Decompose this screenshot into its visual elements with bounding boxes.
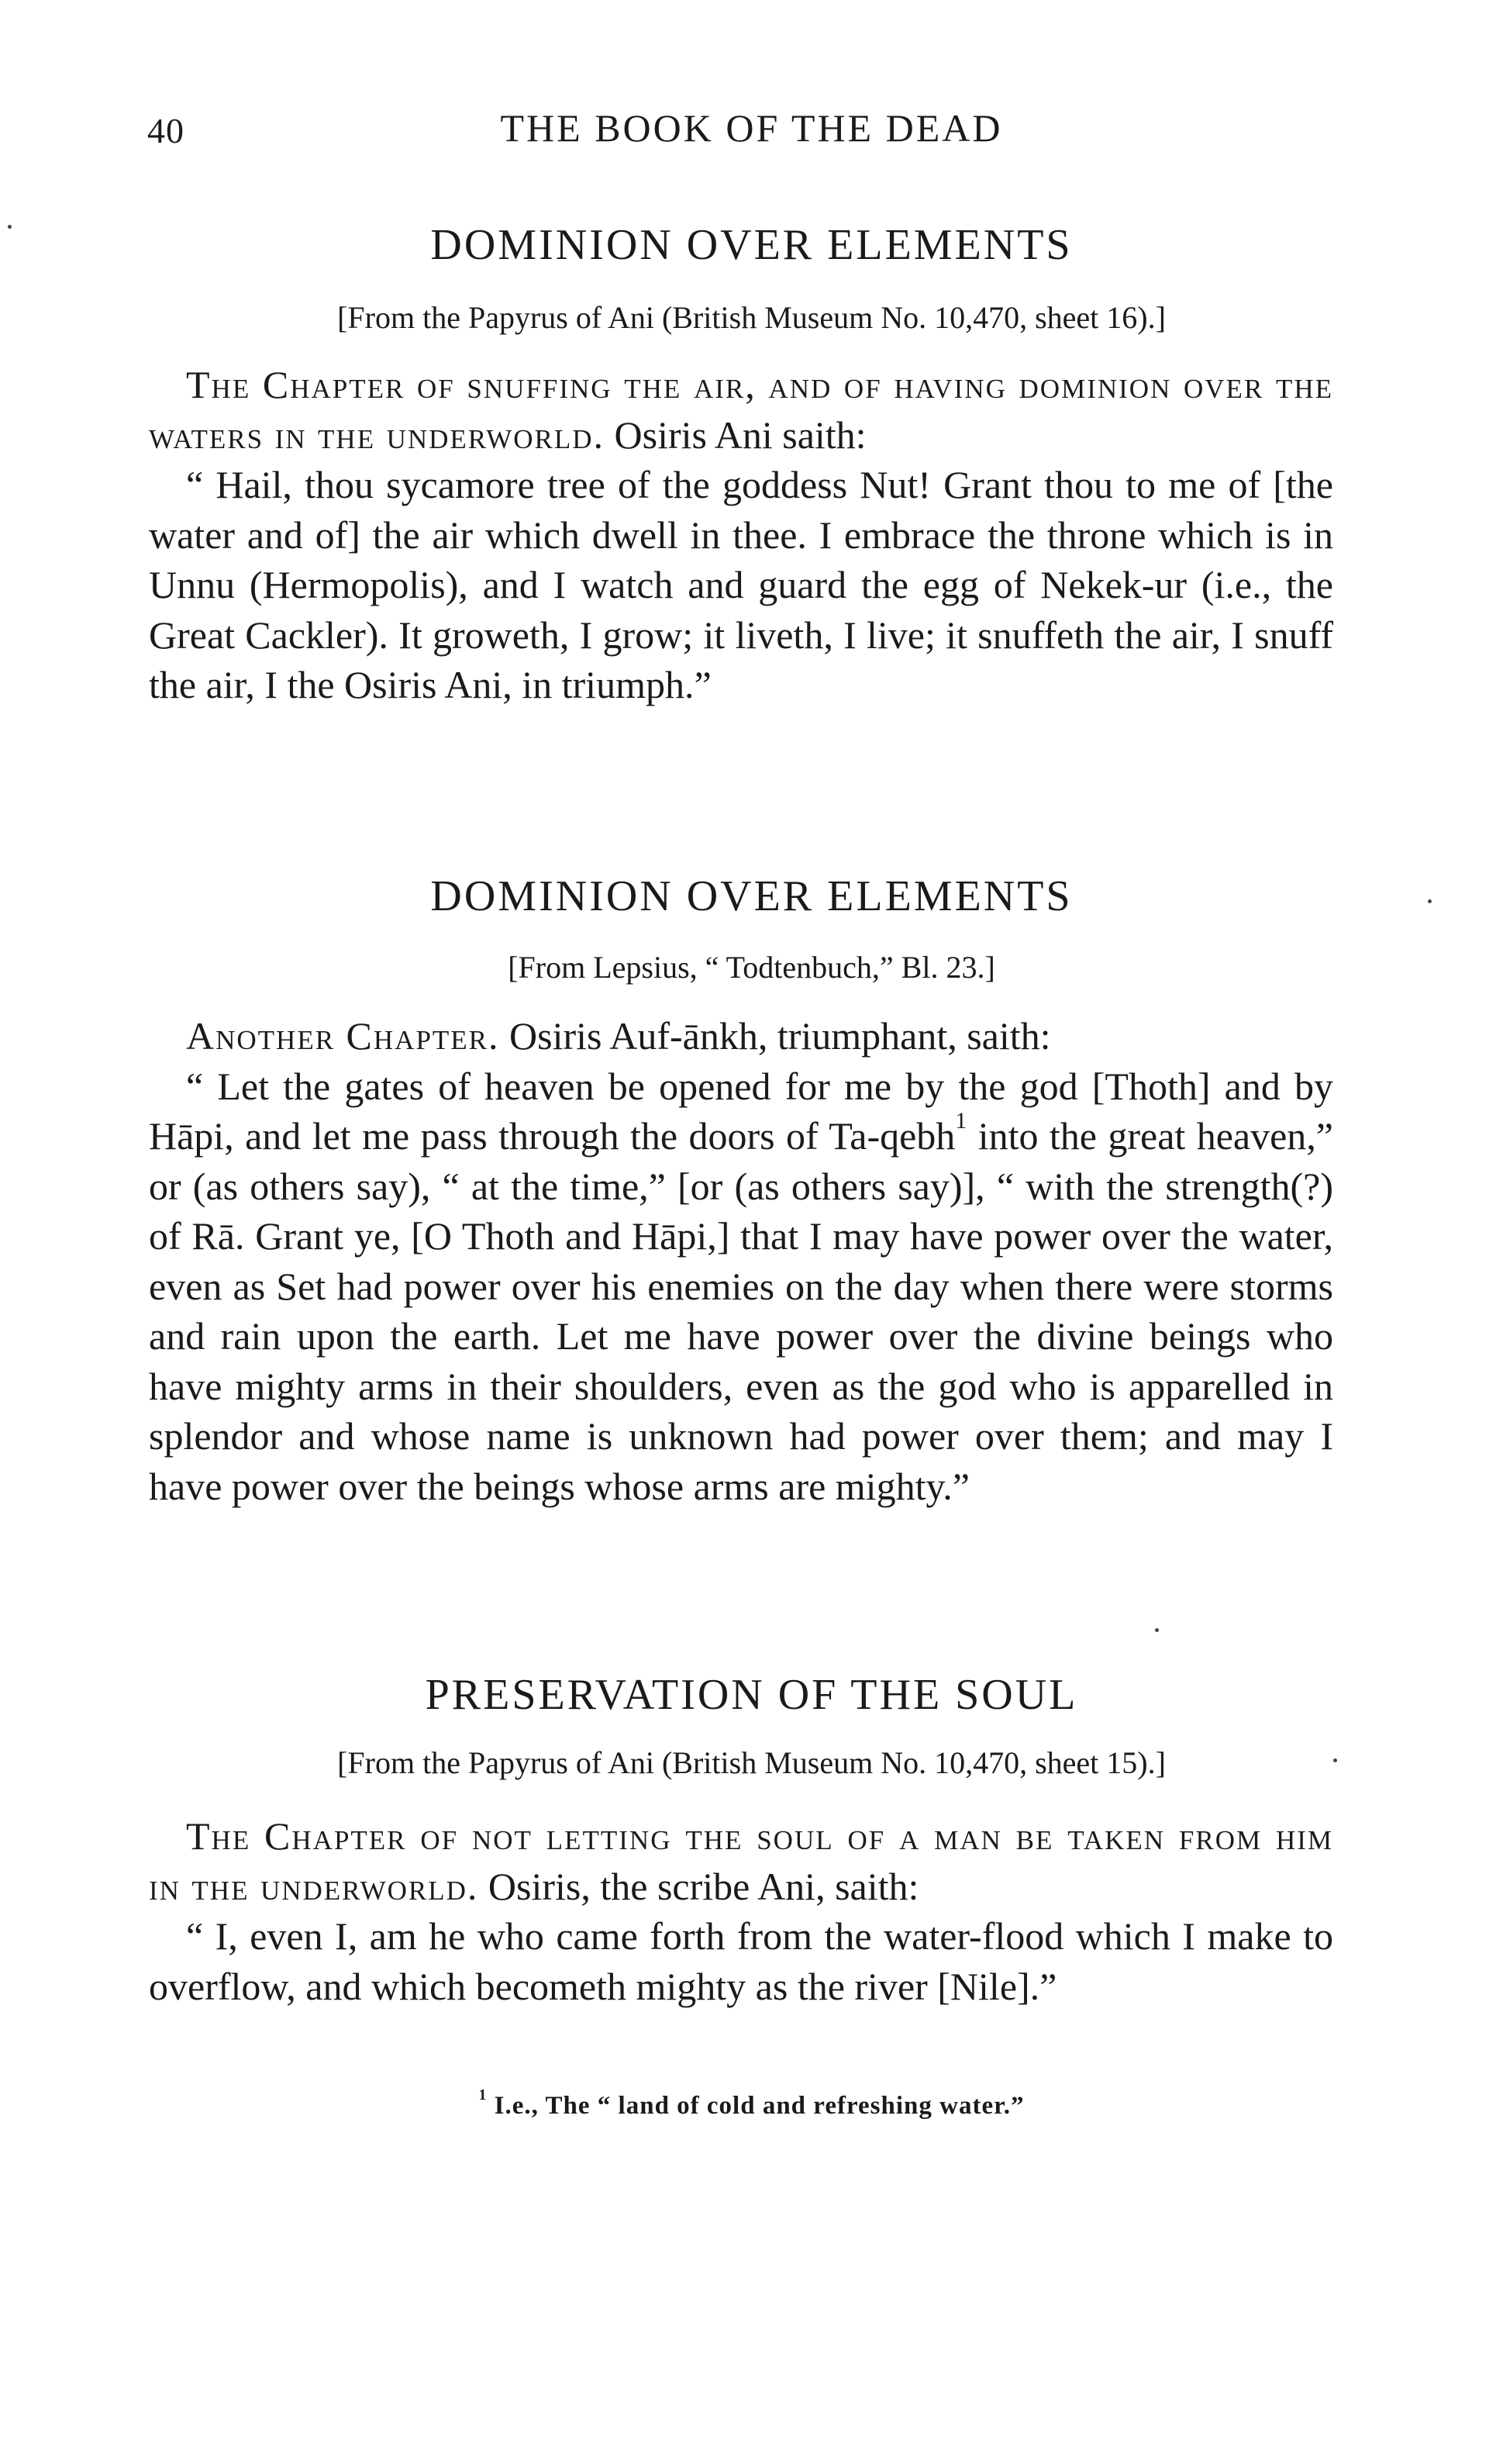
footnote-mark: 1 [478,2086,488,2104]
section-source: [From the Papyrus of Ani (British Museum No. 10,470, sheet 15).] [337,1745,1166,1780]
running-title: THE BOOK OF THE DEAD [500,106,1003,150]
section-body [149,1811,1333,2011]
section-body [149,1011,1333,1511]
paragraph [149,360,1333,460]
footnote-text: I.e., The “ land of cold and refreshing water.” [487,2092,1025,2120]
section-heading: PRESERVATION OF THE SOUL [425,1671,1078,1719]
section-source: [From the Papyrus of Ani (British Museum No. 10,470, sheet 16).] [337,300,1166,335]
paragraph [149,1061,1333,1512]
paragraph [149,1811,1333,1911]
paragraph-text: “ Let the gates of heaven be opened for me by the god [Thoth] and by Hāpi, and let me pass through the doors of Ta-qebh [149,1064,1333,1158]
section-body [149,360,1333,710]
footnote [0,2086,1503,2121]
paragraph [149,1911,1333,2011]
paragraph-text: Osiris Auf-ānkh, triumphant, saith: [499,1014,1051,1058]
print-speck [1155,1628,1159,1632]
paragraph-text: “ I, even I, am he who came forth from the water-flood which I make to overflow, and which becometh mighty as the river [Nile].” [149,1914,1333,2008]
print-speck [1428,899,1432,903]
chapter-title: The Chapter of snuffing the air, and of having dominion over the waters in the underworld. [149,363,1333,457]
page-number: 40 [147,111,184,150]
chapter-title: The Chapter of not letting the soul of a man be taken from him in the underworld. [149,1814,1333,1908]
print-speck [1333,1758,1337,1762]
paragraph [149,460,1333,710]
paragraph-text: Osiris, the scribe Ani, saith: [478,1864,919,1908]
section-source: [From Lepsius, “ Todtenbuch,” Bl. 23.] [508,950,995,985]
paragraph-text: into the great heaven,” or (as others say), “ at the time,” [or (as others say)], “ with the strength(?) of Rā. Grant ye, [O Thoth and Hāpi,] that I may have power over the water, even as Set had power over his enemies on the day when there were storms and rain upon the earth. Let me have power over the divine beings who have mighty arms in their shoulders, even as the god who is apparelled in splendor and whose name is unknown had power over them; and may I have power over the beings whose arms are mighty.” [149,1114,1333,1508]
paragraph-text: “ Hail, thou sycamore tree of the goddess Nut! Grant thou to me of [the water and of] the air which dwell in thee. I embrace the throne which is in Unnu (Hermopolis), and I watch and guard the egg of Nekek-ur (i.e., the Great Cackler). It groweth, I grow; it liveth, I live; it snuffeth the air, I snuff the air, I the Osiris Ani, in triumph.” [149,463,1333,706]
chapter-title: Another Chapter. [186,1014,500,1058]
print-speck [8,225,12,229]
section-heading: DOMINION OVER ELEMENTS [430,872,1073,920]
paragraph [149,1011,1333,1061]
paragraph-text: Osiris Ani saith: [605,412,867,457]
section-heading: DOMINION OVER ELEMENTS [430,221,1073,269]
footnote-reference[interactable]: 1 [955,1108,967,1134]
